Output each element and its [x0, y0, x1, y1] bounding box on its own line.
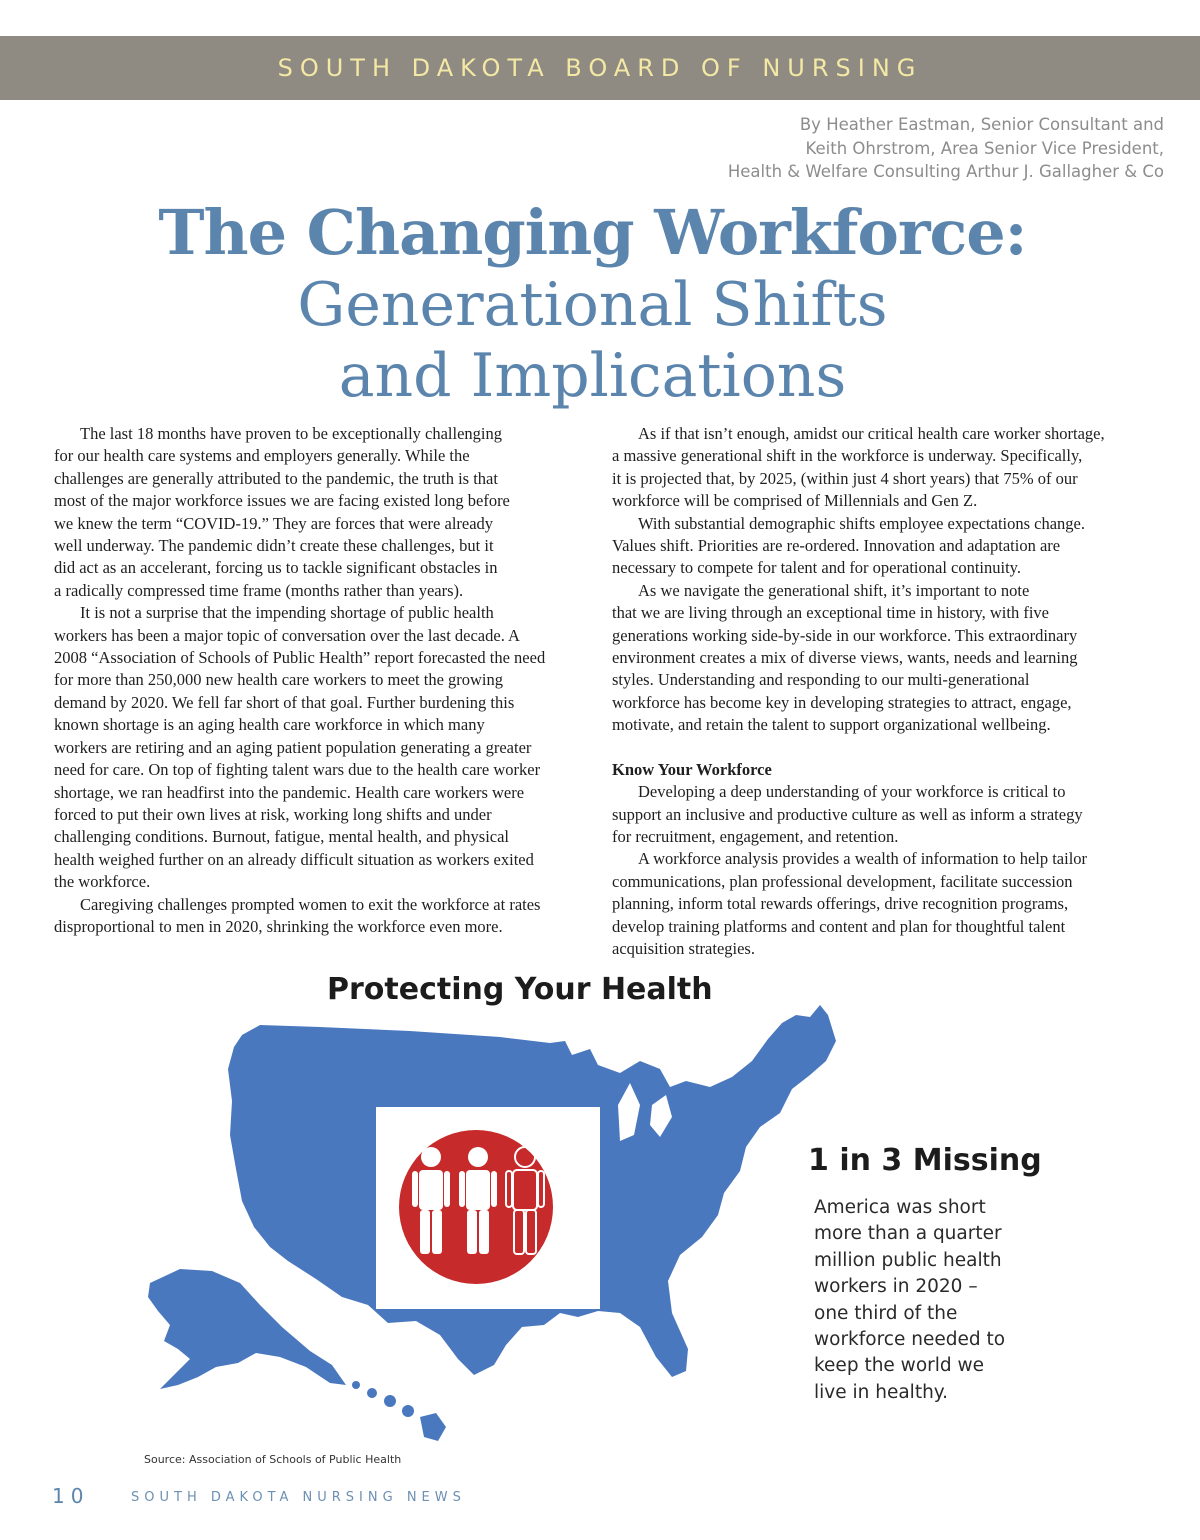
byline-line: By Heather Eastman, Senior Consultant and [799, 115, 1164, 134]
icon-panel [376, 1107, 600, 1309]
article-title: The Changing Workforce: [158, 196, 1027, 269]
paragraph: Caregiving challenges prompted women to exit the workforce at rates disproportional to men in 2020, shrinking the workforce even more. [54, 894, 541, 936]
paragraph: Developing a deep understanding of your workforce is critical to support an inclusive and productive culture as well as inform a strategy for recruitment, engagement, and retention. [612, 782, 1083, 846]
publication-name: SOUTH DAKOTA NURSING NEWS [131, 1490, 466, 1505]
page-number: 10 [52, 1484, 90, 1508]
source-note: Source: Association of Schools of Public Health [144, 1453, 402, 1466]
workers-icon [376, 1107, 600, 1309]
article-subtitle-line-2: and Implications [338, 341, 847, 411]
missing-headline: 1 in 3 Missing [808, 1143, 1042, 1178]
article-subtitle-line-1: Generational Shifts [297, 270, 888, 340]
banner-title: SOUTH DAKOTA BOARD OF NURSING [277, 54, 923, 82]
left-column [54, 423, 584, 938]
paragraph: With substantial demographic shifts employee expectations change. Values shift. Priorities are re-ordered. Innovation and adaptation are necessary to compete for talent and for operational continuity. [612, 513, 1085, 578]
paragraph: The last 18 months have proven to be exceptionally challenging for our health care systems and employers generally. While the challenges are generally attributed to the pandemic, the truth is that most of the major workforce issues we are facing existed long before we knew the term “COVID-19.” They are forces that were already well underway. The pandemic didn’t create these challenges, but it did act as an accelerant, forcing us to tackle significant obstacles in a radically compressed time frame (months rather than years). [54, 424, 510, 600]
byline-line: Keith Ohrstrom, Area Senior Vice President, [805, 138, 1164, 158]
missing-description: America was short more than a quarter million public health workers in 2020 – one third of the workforce needed to keep the world we live in healthy. [814, 1197, 1006, 1403]
paragraph: As we navigate the generational shift, it’s important to note that we are living through an exceptional time in history, with five generations working side-by-side in our workforce. This extraordinary environment creates a mix of diverse views, wants, needs and learning styles. Understanding and responding to our multi-generational workforce has become key in developing strategies to attract, engage, motivate, and retain the talent to support organizational wellbeing. [612, 580, 1078, 735]
paragraph: It is not a surprise that the impending shortage of public health workers has been a major topic of conversation over the last decade. A 2008 “Association of Schools of Public Health” report forecasted the need for more than 250,000 new health care workers to meet the growing demand by 2020. We fell far short of that goal. Further burdening this known shortage is an aging health care workforce in which many workers are retiring and an aging patient population generating a greater need for care. On top of fighting talent wars due to the health care worker shortage, we ran headfirst into the pandemic. Health care workers were forced to put their own lives at risk, working long shifts and under challenging conditions. Burnout, fatigue, mental health, and physical health weighed further on an already difficult situation as workers exited the workforce. [54, 603, 546, 892]
right-column [612, 423, 1160, 960]
paragraph: A workforce analysis provides a wealth of information to help tailor communications, plan professional development, facilitate succession planning, inform total rewards offerings, drive recognition programs, develop training platforms and content and plan for thoughtful talent acquisition strategies. [612, 849, 1088, 958]
infographic [120, 965, 1060, 1475]
header-banner [0, 36, 1200, 100]
infographic-title: Protecting Your Health [327, 972, 713, 1007]
section-heading: Know Your Workforce [612, 759, 772, 779]
byline-line: Health & Welfare Consulting Arthur J. Gallagher & Co [727, 162, 1164, 181]
paragraph: As if that isn’t enough, amidst our critical health care worker shortage, a massive generational shift in the workforce is underway. Specifically, it is projected that, by 2025, (within just 4 short years) that 75% of our workforce will be comprised of Millennials and Gen Z. [612, 424, 1105, 511]
byline [728, 113, 1164, 184]
